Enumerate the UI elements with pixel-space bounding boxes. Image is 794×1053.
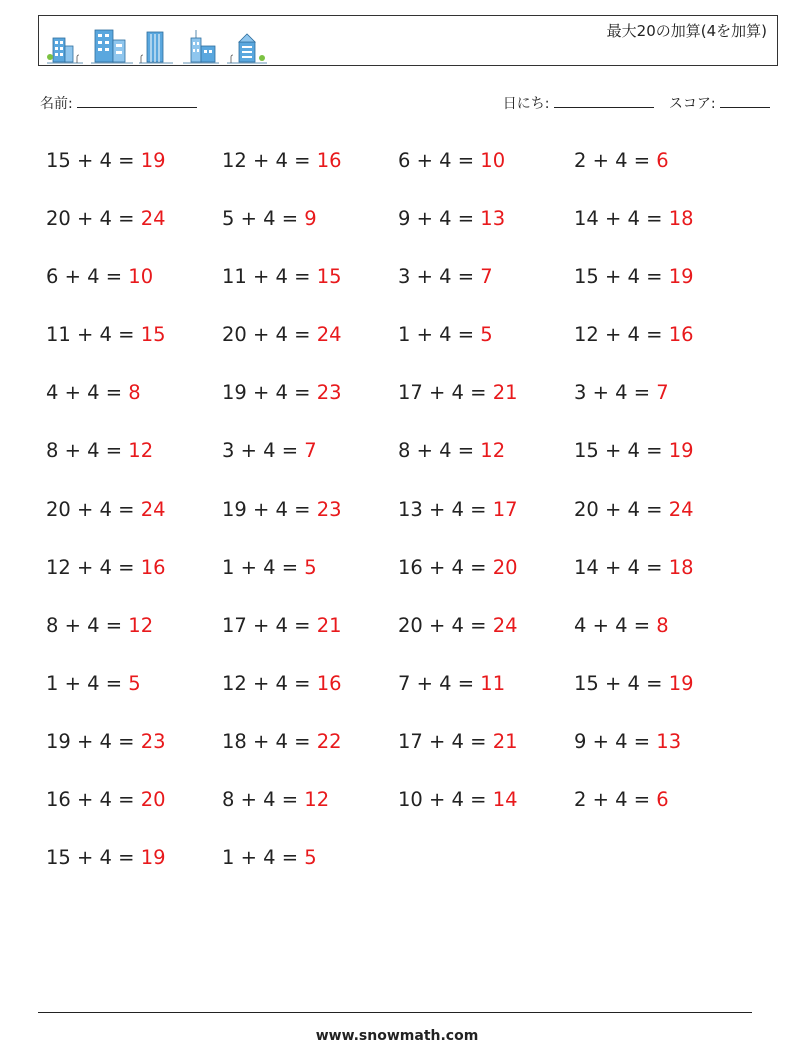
problem-question: 17 + 4 = xyxy=(222,613,317,637)
problem-item xyxy=(574,549,750,607)
date-blank xyxy=(554,93,654,108)
date-score-field xyxy=(503,93,770,113)
problem-answer: 24 xyxy=(316,323,342,347)
problem-answer: 12 xyxy=(304,788,330,812)
problem-answer: 16 xyxy=(668,323,694,347)
problem-item xyxy=(46,549,222,607)
problem-question: 17 + 4 = xyxy=(398,729,493,753)
problem-answer: 6 xyxy=(656,788,669,812)
problem-item xyxy=(574,607,750,665)
problem-answer: 18 xyxy=(668,207,694,231)
problem-item xyxy=(46,432,222,490)
problem-question: 1 + 4 = xyxy=(46,671,129,695)
problem-item xyxy=(222,491,398,549)
problem-item xyxy=(398,665,574,723)
problem-item xyxy=(574,374,750,432)
problem-answer: 7 xyxy=(480,265,493,289)
problem-question: 20 + 4 = xyxy=(46,497,141,521)
problem-question: 13 + 4 = xyxy=(398,497,493,521)
date-label: 日にち: xyxy=(502,96,550,112)
problem-question: 19 + 4 = xyxy=(46,729,141,753)
problem-question: 1 + 4 = xyxy=(222,846,305,870)
problem-answer: 12 xyxy=(128,439,154,463)
problem-item xyxy=(574,142,750,200)
problem-answer: 14 xyxy=(492,788,518,812)
problem-item xyxy=(398,607,574,665)
problem-item xyxy=(222,665,398,723)
problem-answer: 24 xyxy=(668,497,694,521)
problem-question: 9 + 4 = xyxy=(398,207,481,231)
problem-question: 8 + 4 = xyxy=(222,788,305,812)
problem-question: 15 + 4 = xyxy=(574,265,669,289)
problem-question: 5 + 4 = xyxy=(222,207,305,231)
problem-answer: 19 xyxy=(140,846,166,870)
problem-answer: 10 xyxy=(128,265,154,289)
problem-item xyxy=(398,549,574,607)
problem-answer: 16 xyxy=(140,555,166,579)
worksheet-title: 最大20の加算(4を加算) xyxy=(606,22,767,40)
worksheet-header xyxy=(38,15,778,66)
problem-item xyxy=(222,839,398,897)
problem-question: 20 + 4 = xyxy=(574,497,669,521)
problem-question: 3 + 4 = xyxy=(398,265,481,289)
problem-item xyxy=(46,665,222,723)
problem-answer: 20 xyxy=(492,555,518,579)
problem-question: 15 + 4 = xyxy=(46,846,141,870)
problem-item xyxy=(398,142,574,200)
problem-item xyxy=(574,200,750,258)
problem-item xyxy=(222,374,398,432)
problem-question: 20 + 4 = xyxy=(46,207,141,231)
problem-item xyxy=(574,258,750,316)
problem-question: 16 + 4 = xyxy=(398,555,493,579)
problem-question: 16 + 4 = xyxy=(46,788,141,812)
problem-answer: 15 xyxy=(316,265,342,289)
problem-answer: 10 xyxy=(480,149,506,172)
problem-question: 9 + 4 = xyxy=(574,729,657,753)
problem-answer: 5 xyxy=(128,671,141,695)
name-label: 名前: xyxy=(40,96,73,112)
problem-answer: 20 xyxy=(140,788,166,812)
problem-item xyxy=(574,432,750,490)
problem-answer: 19 xyxy=(668,265,694,289)
problem-answer: 17 xyxy=(492,497,518,521)
problem-answer: 5 xyxy=(304,846,317,870)
problem-question: 17 + 4 = xyxy=(398,381,493,405)
problem-item xyxy=(398,491,574,549)
problem-answer: 6 xyxy=(656,149,669,172)
problem-item xyxy=(574,491,750,549)
problem-item xyxy=(46,142,222,200)
problem-answer: 8 xyxy=(128,381,141,405)
problem-item xyxy=(398,723,574,781)
problem-question: 11 + 4 = xyxy=(222,265,317,289)
problem-item xyxy=(46,374,222,432)
problem-question: 3 + 4 = xyxy=(222,439,305,463)
name-blank xyxy=(77,93,197,108)
problem-answer: 7 xyxy=(656,381,669,405)
footer-divider xyxy=(38,1012,752,1013)
problem-question: 15 + 4 = xyxy=(574,671,669,695)
problem-item xyxy=(222,142,398,200)
problem-answer: 15 xyxy=(140,323,166,347)
problem-answer: 19 xyxy=(140,149,166,172)
problem-item xyxy=(398,432,574,490)
problem-question: 20 + 4 = xyxy=(222,323,317,347)
problem-item xyxy=(222,258,398,316)
problem-answer: 12 xyxy=(128,613,154,637)
problem-answer: 5 xyxy=(304,555,317,579)
footer-url: www.snowmath.com xyxy=(315,1028,479,1044)
problem-answer: 21 xyxy=(316,613,342,637)
problem-question: 18 + 4 = xyxy=(222,729,317,753)
problem-answer: 22 xyxy=(316,729,342,753)
problem-item xyxy=(222,549,398,607)
problem-question: 14 + 4 = xyxy=(574,555,669,579)
problem-item xyxy=(46,723,222,781)
problem-item xyxy=(222,316,398,374)
problem-item xyxy=(398,374,574,432)
problem-question: 14 + 4 = xyxy=(574,207,669,231)
problem-question: 12 + 4 = xyxy=(222,671,317,695)
problem-item xyxy=(398,258,574,316)
problem-item xyxy=(574,781,750,839)
problem-item xyxy=(574,665,750,723)
problem-question: 4 + 4 = xyxy=(46,381,129,405)
problem-question: 2 + 4 = xyxy=(574,788,657,812)
problem-answer: 19 xyxy=(668,671,694,695)
problem-item xyxy=(222,607,398,665)
problem-answer: 8 xyxy=(656,613,669,637)
problem-item xyxy=(46,200,222,258)
problem-item xyxy=(222,723,398,781)
problem-item xyxy=(222,781,398,839)
buildings-illustration-icon xyxy=(43,24,283,66)
problem-answer: 24 xyxy=(140,497,166,521)
problem-question: 11 + 4 = xyxy=(46,323,141,347)
problem-question: 15 + 4 = xyxy=(46,149,141,172)
problem-question: 1 + 4 = xyxy=(222,555,305,579)
problem-answer: 12 xyxy=(480,439,506,463)
problem-question: 8 + 4 = xyxy=(398,439,481,463)
problem-answer: 23 xyxy=(316,381,342,405)
name-field xyxy=(40,93,197,113)
problem-item xyxy=(46,316,222,374)
problem-question: 12 + 4 = xyxy=(574,323,669,347)
problem-item xyxy=(398,200,574,258)
problem-item xyxy=(574,316,750,374)
problem-question: 12 + 4 = xyxy=(46,555,141,579)
problem-question: 3 + 4 = xyxy=(574,381,657,405)
problem-grid xyxy=(46,142,766,897)
problem-item xyxy=(46,839,222,897)
problem-item xyxy=(46,781,222,839)
score-label: スコア: xyxy=(668,96,716,112)
problem-answer: 19 xyxy=(668,439,694,463)
problem-question: 12 + 4 = xyxy=(222,149,317,172)
score-blank xyxy=(720,93,770,108)
problem-question: 8 + 4 = xyxy=(46,439,129,463)
problem-question: 4 + 4 = xyxy=(574,613,657,637)
problem-question: 2 + 4 = xyxy=(574,149,657,172)
problem-question: 15 + 4 = xyxy=(574,439,669,463)
problem-answer: 23 xyxy=(316,497,342,521)
problem-answer: 13 xyxy=(656,729,682,753)
problem-question: 10 + 4 = xyxy=(398,788,493,812)
problem-answer: 21 xyxy=(492,381,518,405)
problem-question: 19 + 4 = xyxy=(222,381,317,405)
problem-question: 19 + 4 = xyxy=(222,497,317,521)
problem-question: 1 + 4 = xyxy=(398,323,481,347)
problem-answer: 23 xyxy=(140,729,166,753)
problem-answer: 13 xyxy=(480,207,506,231)
problem-item xyxy=(46,258,222,316)
problem-question: 6 + 4 = xyxy=(398,149,481,172)
problem-answer: 24 xyxy=(140,207,166,231)
problem-question: 6 + 4 = xyxy=(46,265,129,289)
problem-answer: 24 xyxy=(492,613,518,637)
problem-item xyxy=(46,607,222,665)
problem-item xyxy=(398,316,574,374)
problem-question: 20 + 4 = xyxy=(398,613,493,637)
problem-answer: 16 xyxy=(316,671,342,695)
problem-answer: 5 xyxy=(480,323,493,347)
problem-answer: 18 xyxy=(668,555,694,579)
problem-item xyxy=(46,491,222,549)
problem-question: 7 + 4 = xyxy=(398,671,481,695)
problem-answer: 21 xyxy=(492,729,518,753)
problem-answer: 11 xyxy=(480,671,506,695)
problem-item xyxy=(398,781,574,839)
problem-answer: 9 xyxy=(304,207,317,231)
problem-answer: 7 xyxy=(304,439,317,463)
problem-item xyxy=(222,200,398,258)
problem-answer: 16 xyxy=(316,149,342,172)
problem-item xyxy=(574,723,750,781)
problem-question: 8 + 4 = xyxy=(46,613,129,637)
problem-item xyxy=(222,432,398,490)
